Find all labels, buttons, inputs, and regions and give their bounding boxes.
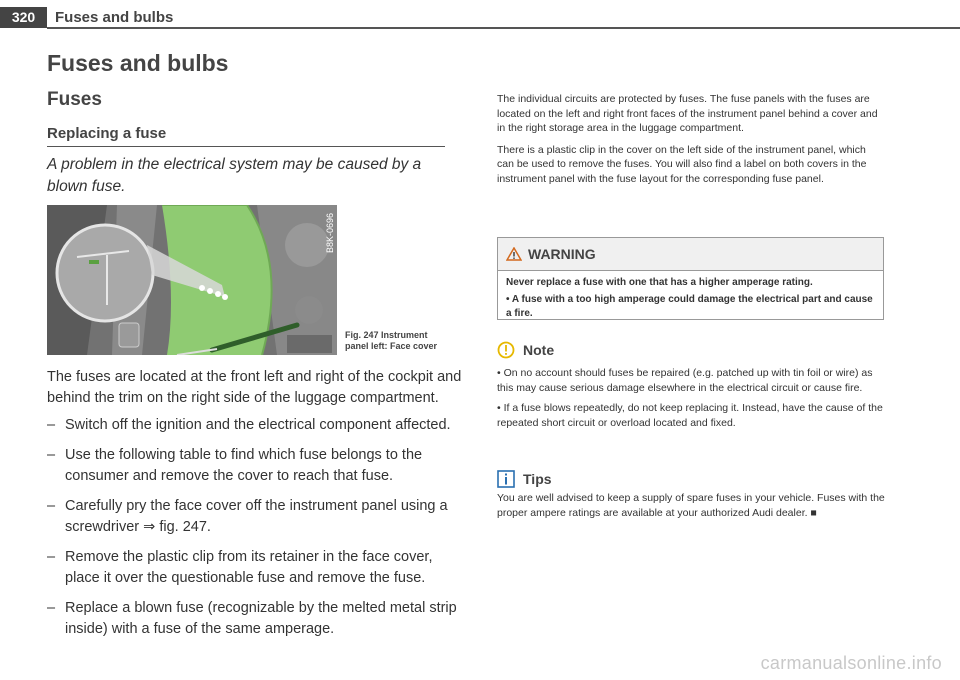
step-text: Remove the plastic clip from its retainer in the face cover, place it over the questionable fuse and remove the fuse. xyxy=(65,549,433,586)
section-heading: Fuses xyxy=(47,89,102,110)
right-body xyxy=(497,92,882,193)
step-text: Use the following table to find which fuse belongs to the consumer and remove the cover to reach that fuse. xyxy=(65,447,423,484)
figure-instrument-panel xyxy=(47,205,337,355)
step-text: Replace a blown fuse (recognizable by the melted metal strip inside) with a fuse of the same amperage. xyxy=(65,600,457,637)
figure-caption xyxy=(345,330,465,352)
tips-body: You are well advised to keep a supply of spare fuses in your vehicle. Fuses with the proper ampere ratings are available at your authorized Audi dealer. ■ xyxy=(497,492,885,519)
warning-line: Never replace a fuse with one that has a higher amperage rating. xyxy=(506,277,813,288)
step-text: Switch off the ignition and the electrical component affected. xyxy=(65,417,451,433)
warning-line: • A fuse with a too high amperage could damage the electrical part and cause a fire. xyxy=(506,294,873,319)
page-number: 320 xyxy=(0,7,47,28)
warning-triangle-icon xyxy=(506,247,522,261)
step-text: Carefully pry the face cover off the instrument panel using a screwdriver ⇒ fig. 247. xyxy=(65,498,448,535)
note-item: • On no account should fuses be repaired (e.g. patched up with tin foil or wire) as this may cause serious damage elsewhere in the electrical circuit or cause fire. xyxy=(497,367,873,394)
intro-text: A problem in the electrical system may be caused by a blown fuse. xyxy=(47,156,422,195)
list-item: – Carefully pry the face cover off the instrument panel using a screwdriver ⇒ fig. 247. xyxy=(47,498,448,535)
circuits-paragraph: The individual circuits are protected by fuses. The fuse panels with the fuses are located on the left and right front faces of the instrument panel behind a cover and in the right storage area in the luggage compartment. xyxy=(497,93,878,134)
note-title: Note xyxy=(523,342,555,358)
clip-paragraph: There is a plastic clip in the cover on the left side of the instrument panel, which can be used to remove the fuses. You will also find a label on both covers in the instrument panel with the fuse layout for the corresponding fuse panel. xyxy=(497,143,867,185)
warning-box xyxy=(497,237,884,320)
warning-body xyxy=(498,271,883,329)
note-header xyxy=(497,341,554,359)
step-list xyxy=(47,415,467,640)
instrument-panel-illustration xyxy=(47,205,337,355)
list-item: – Remove the plastic clip from its retainer in the face cover, place it over the questionable fuse and remove the fuse. xyxy=(47,549,433,586)
figure-code: B8K-0696 xyxy=(325,213,335,254)
warning-title: WARNING xyxy=(528,246,596,262)
page-title: Fuses and bulbs xyxy=(47,50,229,76)
note-item: • If a fuse blows repeatedly, do not keep replacing it. Instead, have the cause of the repeated short circuit or overload located and fixed. xyxy=(497,402,883,429)
header-rule xyxy=(47,27,960,29)
running-title: Fuses and bulbs xyxy=(55,9,174,26)
info-icon xyxy=(497,470,515,488)
note-body xyxy=(497,366,887,436)
figure-caption-line1: Fig. 247 Instrument xyxy=(345,330,428,340)
list-item: – Switch off the ignition and the electrical component affected. xyxy=(47,417,451,433)
tips-header xyxy=(497,470,552,488)
figure-caption-line2: panel left: Face cover xyxy=(345,341,438,351)
tips-title: Tips xyxy=(523,471,552,487)
note-exclamation-icon xyxy=(497,341,515,359)
detail-magnifier xyxy=(57,225,153,321)
warning-header xyxy=(498,238,883,271)
list-item: – Use the following table to find which fuse belongs to the consumer and remove the cover to reach that fuse. xyxy=(47,447,423,484)
left-body xyxy=(47,367,467,649)
list-item: – Replace a blown fuse (recognizable by the melted metal strip inside) with a fuse of the same amperage. xyxy=(47,600,457,637)
footer-watermark: carmanualsonline.info xyxy=(760,653,942,673)
subsection-heading: Replacing a fuse xyxy=(47,125,167,142)
location-paragraph: The fuses are located at the front left and right of the cockpit and behind the trim on the right side of the luggage compartment. xyxy=(47,369,462,406)
subsection-rule xyxy=(47,146,445,147)
